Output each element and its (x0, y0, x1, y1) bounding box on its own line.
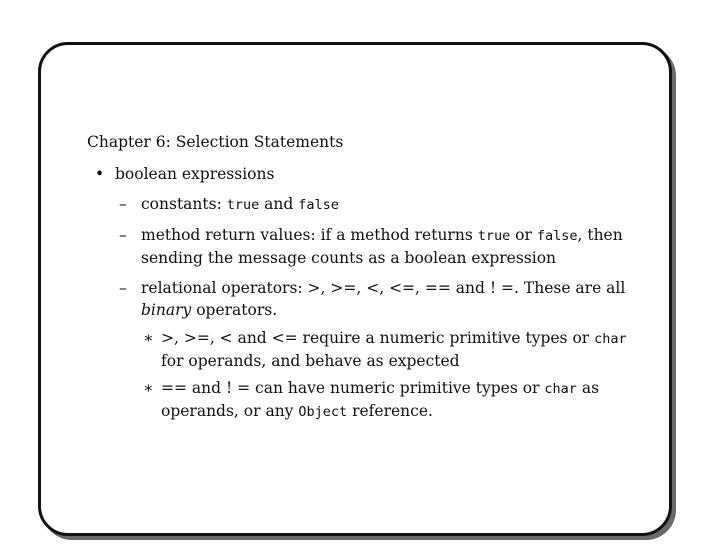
text-segment: or (510, 226, 537, 244)
text-segment: constants: (141, 195, 227, 213)
list-item-boolean-expressions (87, 163, 647, 423)
slide-content (87, 131, 647, 431)
code-keyword: Object (298, 404, 348, 420)
slide-title: Chapter 6: Selection Statements (87, 133, 344, 151)
text-segment: as operands, or any (161, 379, 600, 420)
text-segment: , then sending the message counts as a boolean expression (141, 226, 623, 267)
text-segment: == and ! = can have numeric primitive types or (161, 379, 545, 397)
text-segment: method return values: if a method returns (141, 226, 478, 244)
sub-sub-list (141, 327, 647, 423)
asterisk-marker: ∗ (143, 329, 154, 347)
dash-marker: – (119, 195, 127, 213)
list-item-constants (115, 193, 647, 216)
bullet-marker: • (95, 165, 105, 183)
bullet-list (87, 163, 647, 423)
code-keyword: true (477, 228, 511, 244)
text-segment: operators. (191, 301, 278, 319)
asterisk-marker: ∗ (143, 379, 154, 397)
code-keyword: true (226, 197, 260, 213)
emphasis-text: binary (141, 301, 192, 319)
text-segment: and (259, 195, 299, 213)
list-item-numeric-comparison (141, 327, 647, 372)
code-keyword: false (298, 197, 339, 213)
code-keyword: char (544, 381, 577, 397)
text-segment: >, >=, < and <= require a numeric primitive types or (161, 329, 595, 347)
dash-marker: – (119, 226, 127, 244)
code-keyword: false (536, 228, 578, 244)
text-segment: relational operators: >, >=, <, <=, == and ! =. These are all (141, 279, 626, 297)
text-segment: for operands, and behave as expected (161, 352, 460, 370)
list-item-method-return-values (115, 224, 647, 269)
sub-list (115, 193, 647, 423)
text-segment: reference. (347, 402, 433, 420)
code-keyword: char (594, 331, 627, 347)
bullet-text: boolean expressions (115, 165, 275, 183)
dash-marker: – (119, 279, 127, 297)
list-item-equality (141, 377, 647, 423)
list-item-relational-operators (115, 277, 647, 423)
